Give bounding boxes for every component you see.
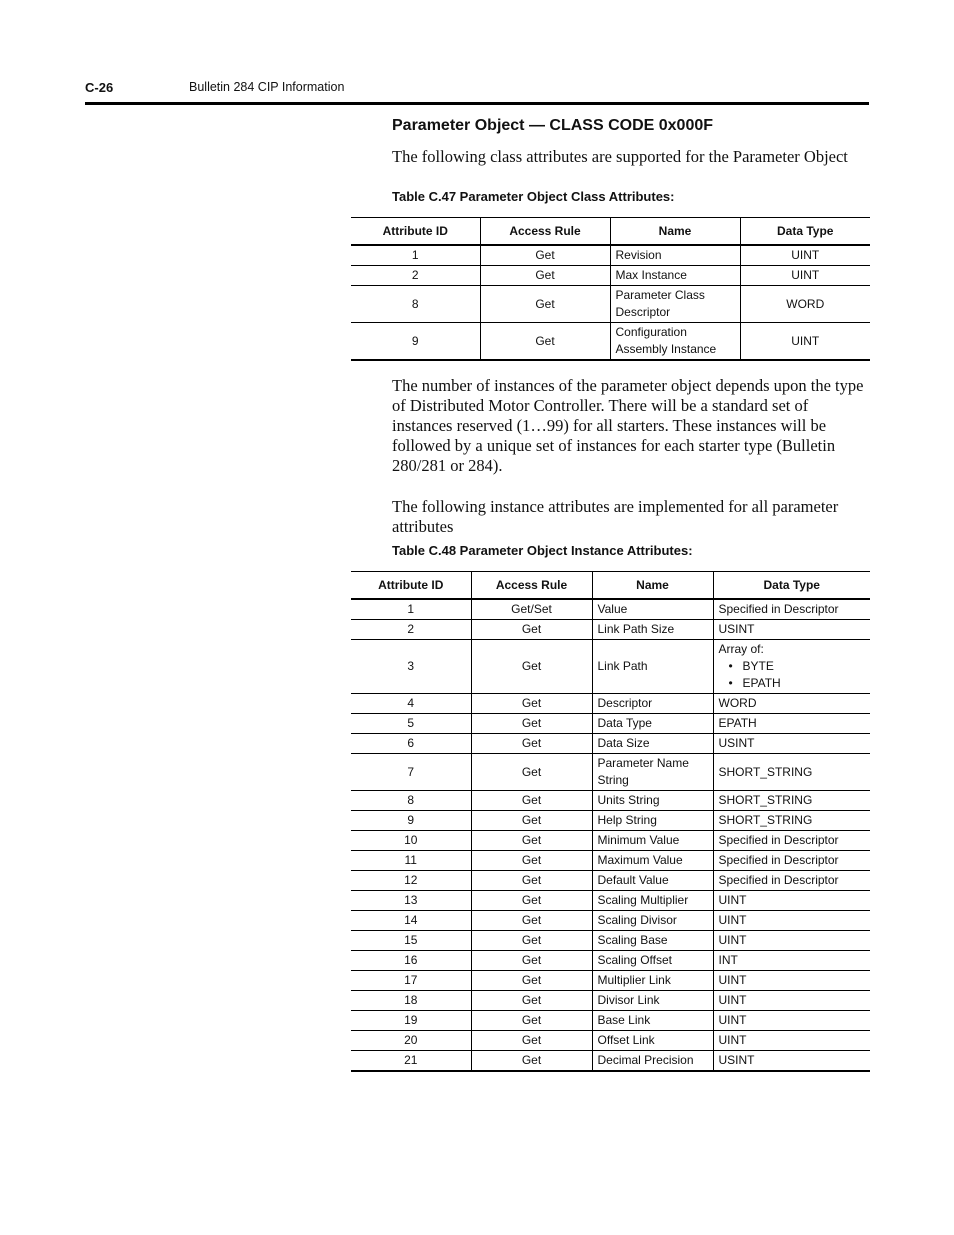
access-rule-cell: Get: [480, 286, 610, 323]
access-rule-cell: Get: [471, 1031, 592, 1051]
table-c48: [351, 571, 870, 1072]
data-type-cell: UINT: [713, 991, 870, 1011]
column-header: Access Rule: [471, 572, 592, 600]
data-type-cell: UINT: [713, 971, 870, 991]
attribute-id-cell: 20: [351, 1031, 471, 1051]
access-rule-cell: Get: [471, 714, 592, 734]
table-row: [351, 991, 870, 1011]
table-row: [351, 620, 870, 640]
data-type-cell: UINT: [713, 911, 870, 931]
table-c48-caption: Table C.48 Parameter Object Instance Attributes:: [392, 543, 693, 558]
data-type-cell: UINT: [713, 1011, 870, 1031]
name-cell: Minimum Value: [592, 831, 713, 851]
instances-paragraph: The number of instances of the parameter object depends upon the type of Distributed Motor Controller. There will be a standard set of instances reserved (1…99) for all starters. These instances will be followed by a unique set of instances for each starter type (Bulletin 280/281 or 284).: [392, 376, 864, 475]
column-header: Attribute ID: [351, 218, 480, 246]
name-cell: Parameter Name String: [592, 754, 713, 791]
name-cell: Revision: [610, 245, 740, 266]
table-row: [351, 286, 870, 323]
data-type-cell: Specified in Descriptor: [713, 831, 870, 851]
access-rule-cell: Get: [471, 620, 592, 640]
attribute-id-cell: 14: [351, 911, 471, 931]
name-cell: Divisor Link: [592, 991, 713, 1011]
access-rule-cell: Get: [471, 811, 592, 831]
access-rule-cell: Get: [480, 266, 610, 286]
data-type-cell: USINT: [713, 620, 870, 640]
attribute-id-cell: 9: [351, 811, 471, 831]
column-header: Data Type: [740, 218, 870, 246]
section-title: Parameter Object — CLASS CODE 0x000F: [392, 117, 714, 134]
data-type-cell: INT: [713, 951, 870, 971]
access-rule-cell: Get: [471, 734, 592, 754]
attribute-id-cell: 1: [351, 245, 480, 266]
attribute-id-cell: 17: [351, 971, 471, 991]
data-type-cell: SHORT_STRING: [713, 811, 870, 831]
table-row: [351, 1051, 870, 1072]
table-row: [351, 951, 870, 971]
name-cell: Units String: [592, 791, 713, 811]
data-type-cell: UINT: [713, 1031, 870, 1051]
list-item: • EPATH: [733, 675, 866, 692]
table-row: [351, 245, 870, 266]
attribute-id-cell: 1: [351, 599, 471, 620]
link-path-type-list: [719, 658, 866, 692]
attribute-id-cell: 4: [351, 694, 471, 714]
list-item: • BYTE: [733, 658, 866, 675]
attribute-id-cell: 8: [351, 286, 480, 323]
data-type-cell: Specified in Descriptor: [713, 871, 870, 891]
access-rule-cell: Get: [471, 911, 592, 931]
name-cell: Default Value: [592, 871, 713, 891]
access-rule-cell: Get: [471, 931, 592, 951]
attribute-id-cell: 13: [351, 891, 471, 911]
data-type-cell: WORD: [740, 286, 870, 323]
name-cell: Multiplier Link: [592, 971, 713, 991]
access-rule-cell: Get: [480, 323, 610, 361]
data-type-cell: UINT: [740, 323, 870, 361]
name-cell: Descriptor: [592, 694, 713, 714]
table-row: [351, 971, 870, 991]
access-rule-cell: Get: [471, 991, 592, 1011]
access-rule-cell: Get: [471, 891, 592, 911]
table-row: [351, 599, 870, 620]
attribute-id-cell: 12: [351, 871, 471, 891]
name-cell: Data Size: [592, 734, 713, 754]
table-row: [351, 791, 870, 811]
name-cell: Max Instance: [610, 266, 740, 286]
data-type-cell: Specified in Descriptor: [713, 851, 870, 871]
attribute-id-cell: 2: [351, 266, 480, 286]
access-rule-cell: Get: [471, 640, 592, 694]
name-cell: Parameter Class Descriptor: [610, 286, 740, 323]
name-cell: Scaling Base: [592, 931, 713, 951]
attribute-id-cell: 3: [351, 640, 471, 694]
data-type-cell: WORD: [713, 694, 870, 714]
table-row: [351, 911, 870, 931]
data-type-cell: USINT: [713, 734, 870, 754]
table-row: [351, 891, 870, 911]
access-rule-cell: Get: [471, 951, 592, 971]
access-rule-cell: Get: [471, 1011, 592, 1031]
data-type-cell: UINT: [713, 931, 870, 951]
column-header: Name: [610, 218, 740, 246]
table-row: [351, 931, 870, 951]
instance-attributes-paragraph: The following instance attributes are implemented for all parameter attributes: [392, 497, 839, 536]
name-cell: Value: [592, 599, 713, 620]
access-rule-cell: Get: [471, 971, 592, 991]
table-row: [351, 1011, 870, 1031]
access-rule-cell: Get: [471, 831, 592, 851]
name-cell: Link Path Size: [592, 620, 713, 640]
table-row: [351, 851, 870, 871]
name-cell: Configuration Assembly Instance: [610, 323, 740, 361]
attribute-id-cell: 10: [351, 831, 471, 851]
name-cell: Scaling Divisor: [592, 911, 713, 931]
table-row: [351, 811, 870, 831]
access-rule-cell: Get/Set: [471, 599, 592, 620]
column-header: Attribute ID: [351, 572, 471, 600]
data-type-cell: SHORT_STRING: [713, 791, 870, 811]
running-title: Bulletin 284 CIP Information: [189, 80, 345, 94]
access-rule-cell: Get: [471, 694, 592, 714]
data-type-cell: UINT: [740, 245, 870, 266]
attribute-id-cell: 8: [351, 791, 471, 811]
table-header-row: [351, 218, 870, 246]
access-rule-cell: Get: [471, 754, 592, 791]
table-row: [351, 734, 870, 754]
attribute-id-cell: 7: [351, 754, 471, 791]
table-row: [351, 871, 870, 891]
name-cell: Scaling Offset: [592, 951, 713, 971]
table-c47: [351, 217, 870, 361]
name-cell: Data Type: [592, 714, 713, 734]
access-rule-cell: Get: [471, 871, 592, 891]
column-header: Data Type: [713, 572, 870, 600]
attribute-id-cell: 18: [351, 991, 471, 1011]
table-c47-caption: Table C.47 Parameter Object Class Attributes:: [392, 189, 675, 204]
access-rule-cell: Get: [471, 1051, 592, 1072]
attribute-id-cell: 11: [351, 851, 471, 871]
data-type-cell: UINT: [713, 891, 870, 911]
table-row: [351, 694, 870, 714]
table-row: [351, 266, 870, 286]
column-header: Access Rule: [480, 218, 610, 246]
attribute-id-cell: 16: [351, 951, 471, 971]
array-of-label: Array of:: [718, 642, 764, 656]
attribute-id-cell: 15: [351, 931, 471, 951]
page-number: C-26: [85, 80, 114, 95]
attribute-id-cell: 6: [351, 734, 471, 754]
name-cell: Link Path: [592, 640, 713, 694]
attribute-id-cell: 9: [351, 323, 480, 361]
data-type-cell: UINT: [740, 266, 870, 286]
access-rule-cell: Get: [471, 791, 592, 811]
attribute-id-cell: 21: [351, 1051, 471, 1072]
intro-paragraph: The following class attributes are supported for the Parameter Object: [392, 147, 848, 166]
data-type-cell: USINT: [713, 1051, 870, 1072]
name-cell: Scaling Multiplier: [592, 891, 713, 911]
data-type-cell: Specified in Descriptor: [713, 599, 870, 620]
attribute-id-cell: 19: [351, 1011, 471, 1031]
table-row: [351, 640, 870, 694]
table-header-row: [351, 572, 870, 600]
name-cell: Base Link: [592, 1011, 713, 1031]
access-rule-cell: Get: [471, 851, 592, 871]
data-type-cell: SHORT_STRING: [713, 754, 870, 791]
data-type-cell: [713, 640, 870, 694]
table-row: [351, 754, 870, 791]
attribute-id-cell: 5: [351, 714, 471, 734]
data-type-cell: EPATH: [713, 714, 870, 734]
table-row: [351, 714, 870, 734]
table-row: [351, 323, 870, 361]
name-cell: Decimal Precision: [592, 1051, 713, 1072]
table-row: [351, 831, 870, 851]
header-divider: [85, 102, 869, 105]
table-row: [351, 1031, 870, 1051]
attribute-id-cell: 2: [351, 620, 471, 640]
name-cell: Maximum Value: [592, 851, 713, 871]
access-rule-cell: Get: [480, 245, 610, 266]
name-cell: Help String: [592, 811, 713, 831]
name-cell: Offset Link: [592, 1031, 713, 1051]
column-header: Name: [592, 572, 713, 600]
